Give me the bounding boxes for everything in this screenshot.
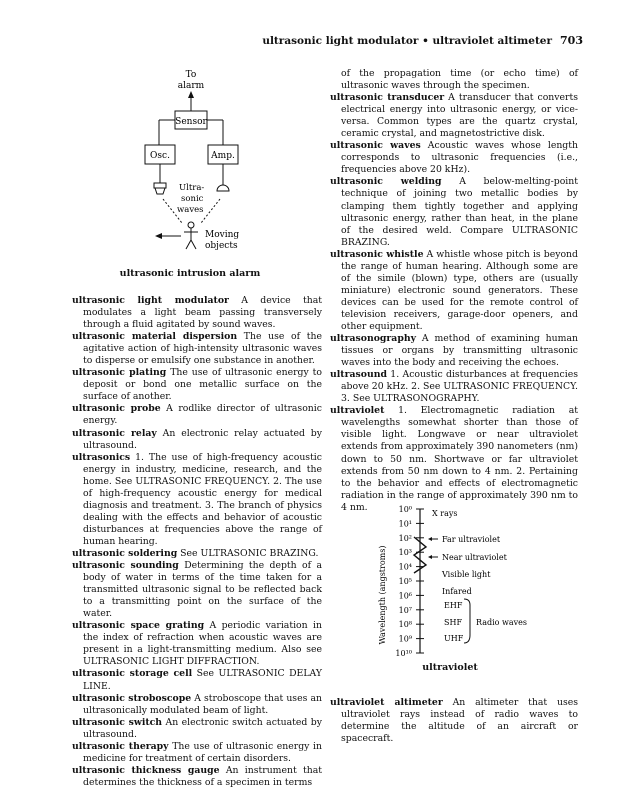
near-uv-label: Near ultraviolet [442,553,507,562]
entry-term: ultraviolet [330,405,385,417]
uhf-label: UHF [444,634,464,643]
dictionary-entry [72,295,322,331]
near-uv-arrow-icon [428,555,438,559]
ehf-label: EHF [444,601,463,610]
entry-definition: An electronic relay actuated by ultrasound. [83,427,322,451]
running-title: ultrasonic light modulator • ultraviolet altimeter [262,35,553,47]
entry-term: ultrasonic space grating [72,620,205,632]
entry-term: ultrasonic plating [72,367,167,379]
ultrasonic-waves-label-3: waves [177,205,204,215]
axis-tick-label: 10⁸ [398,620,412,630]
dictionary-entry [72,560,322,620]
entry-definition: The use of ultrasonic energy in medicine for treatment of certain disorders. [83,740,322,764]
to-alarm-label-1: To [185,70,197,80]
entry-term: ultrasonic whistle [330,248,424,260]
entry-term: ultrasonic waves [330,140,421,152]
running-header [262,34,583,47]
xrays-label: X rays [432,509,458,518]
person-icon [184,222,198,249]
left-column [72,295,322,789]
entry-term: ultrasonography [330,333,416,345]
entry-term: ultrasonic switch [72,716,163,728]
entry-term: ultrasonic therapy [72,740,169,752]
axis-tick-label: 10³ [398,548,412,558]
far-uv-arrow-icon [428,537,438,541]
dictionary-entry [330,176,578,248]
transmitter-transducer-icon [154,183,166,194]
entry-definition: The use of the agitative action of high-intensity ultrasonic waves to disperse or emulsify one substance in another. [83,331,322,367]
entry-term: ultrasonic material dispersion [72,331,238,343]
entry-definition: See ULTRASONIC DELAY LINE. [83,668,322,692]
dictionary-entry [72,765,322,789]
entry-definition: Determining the depth of a body of water in terms of the time taken for a transmitted ultrasonic signal to be reflected back to a transmitting point on the surface of the water. [83,560,322,620]
entry-definition: A method of examining human tissues or organs by transmitting ultrasonic waves into the body and receiving the echoes. [341,333,578,369]
entry-definition: A whistle whose pitch is beyond the range of human hearing. Although some are of the simile (blown) type, others are (usually miniature) electronic sound generators. These devices can be used for the remote control of television receivers, garage-door openers, and other equipment. [341,248,578,332]
to-alarm-label-2: alarm [177,81,205,91]
entry-term: ultrasonic thickness gauge [72,764,220,776]
dictionary-entry [330,369,578,405]
dictionary-entry [330,92,578,140]
right-column [330,68,578,514]
axis-tick-label: 10⁶ [398,591,412,601]
dictionary-entry [72,548,322,560]
entry-term: ultrasonic storage cell [72,668,193,680]
spectrum-diagram [370,495,550,660]
infrared-label: Infared [442,587,472,596]
entry-definition: A device that modulates a light beam passing transversely through a fluid agitated by sound waves. [83,295,322,331]
dictionary-entry [330,333,578,369]
intrusion-alarm-diagram [125,65,275,265]
fig1-caption: ultrasonic intrusion alarm [119,268,261,279]
arrow-up-icon [188,91,194,98]
right-column-bottom [330,697,578,745]
entry-definition: A transducer that converts electrical energy into ultrasonic energy, or vice-versa. Common types are the quartz crystal, ceramic crystal, and magnetostrictive disk. [341,92,578,140]
osc-label: Osc. [150,151,170,161]
axis-tick-label: 10¹ [398,519,412,529]
entry-term: ultraviolet altimeter [330,697,443,708]
axis-tick-label: 10⁴ [398,562,412,572]
receiver-transducer-icon [217,183,229,191]
far-uv-label: Far ultraviolet [442,535,501,544]
entry-definition: Acoustic waves whose length corresponds to ultrasonic frequencies (i.e., frequencies above 20 kHz). [341,140,578,176]
entry-definition: A rodlike director of ultrasonic energy. [83,403,322,427]
entry-definition: A below-melting-point technique of joining two metallic bodies by clamping them tightly together and applying ultrasonic energy, rather than heat, in the plane of the desired weld. Compare ULTRASONIC BRAZING. [341,176,578,248]
entry-term: ultrasonic sounding [72,560,179,572]
axis-tick-label: 10⁷ [398,605,412,615]
entry-definition: An altimeter that uses ultraviolet rays instead of radio waves to determine the altitude of an aircraft or spacecraft. [341,697,578,745]
entry-term: ultrasonic welding [330,176,442,188]
dictionary-entry [72,452,322,548]
dictionary-entry [72,403,322,427]
shf-label: SHF [444,618,463,627]
dictionary-entry [72,693,322,717]
entry-term: ultrasonic soldering [72,547,178,559]
entry-definition: of the propagation time (or echo time) of ultrasonic waves through the specimen. [341,68,578,92]
entry-term: ultrasonic transducer [330,92,445,104]
dictionary-entry [72,331,322,367]
entry-definition: 1. Acoustic disturbances at frequencies above 20 kHz. 2. See ULTRASONIC FREQUENCY. 3. See ULTRASONOGRAPHY. [341,369,578,405]
dictionary-entry [72,620,322,668]
axis-tick-label: 10² [398,533,412,543]
dictionary-entry [72,428,322,452]
axis-tick-label: 10⁵ [398,577,412,586]
entry-definition: A periodic variation in the index of refraction when acoustic waves are present in a light-transmitting medium. Also see ULTRASONIC LIGHT DIFFRACTION. [83,620,322,668]
entry-definition: See ULTRASONIC BRAZING. [180,547,319,559]
entry-definition: 1. Electromagnetic radiation at wavelengths somewhat shorter than those of visible light. Longwave or near ultraviolet extends from approximately 390 nanometers (nm) down to 50 nm. Shortwave or far ultraviolet extends from 50 nm down to 4 nm. 2. Pertaining to the behavior and effects of electromagnetic radiation in the range of approximately 390 nm to 4 nm. [341,405,578,513]
entry-definition: 1. The use of high-frequency acoustic energy in industry, medicine, research, and the home. See ULTRASONIC FREQUENCY. 2. The use of high-frequency acoustic energy for medical diagnosis and treatment. 3. The branch of physics dealing with the effects and behavior of acoustic disturbances at frequencies above the range of human hearing. [83,451,322,547]
entry-definition: An electronic switch actuated by ultrasound. [83,716,322,740]
axis-tick-label: 10¹⁰ [395,649,412,658]
entry-term: ultrasound [330,369,387,381]
page-number: 703 [560,34,583,47]
fig2-caption: ultraviolet [422,662,478,673]
dictionary-entry [330,140,578,176]
ultrasonic-waves-label-2: sonic [181,194,204,204]
entry-term: ultrasonic probe [72,403,161,415]
dictionary-entry [72,367,322,403]
dictionary-entry [330,68,578,92]
entry-term: ultrasonic stroboscope [72,692,192,704]
dictionary-entry [330,697,578,745]
dictionary-entry [330,249,578,333]
entry-term: ultrasonic relay [72,427,157,439]
entry-definition: The use of ultrasonic energy to deposit or bond one metallic surface on the surface of another. [83,367,322,403]
axis-tick-label: 10⁹ [398,634,412,644]
entry-definition: An instrument that determines the thickness of a specimen in terms [83,764,322,788]
dictionary-entry [72,741,322,765]
arrow-left-icon [155,233,162,239]
entry-term: ultrasonic light modulator [72,295,229,306]
moving-objects-label-2: objects [205,241,238,251]
moving-objects-label-1: Moving [205,230,240,240]
dictionary-entry [72,668,322,692]
sensor-label: Sensor [175,117,207,127]
amp-label: Amp. [211,151,235,161]
visible-light-label: Visible light [442,570,491,579]
axis-tick-label: 10⁰ [398,505,412,514]
ultrasonic-waves-label-1: Ultra- [179,183,205,193]
radio-waves-label: Radio waves [476,618,527,627]
entry-definition: A stroboscope that uses an ultrasonically modulated beam of light. [83,692,322,716]
entry-term: ultrasonics [72,451,131,463]
dictionary-entry [72,717,322,741]
wavelength-axis-label: Wavelength (angstroms) [378,545,387,645]
